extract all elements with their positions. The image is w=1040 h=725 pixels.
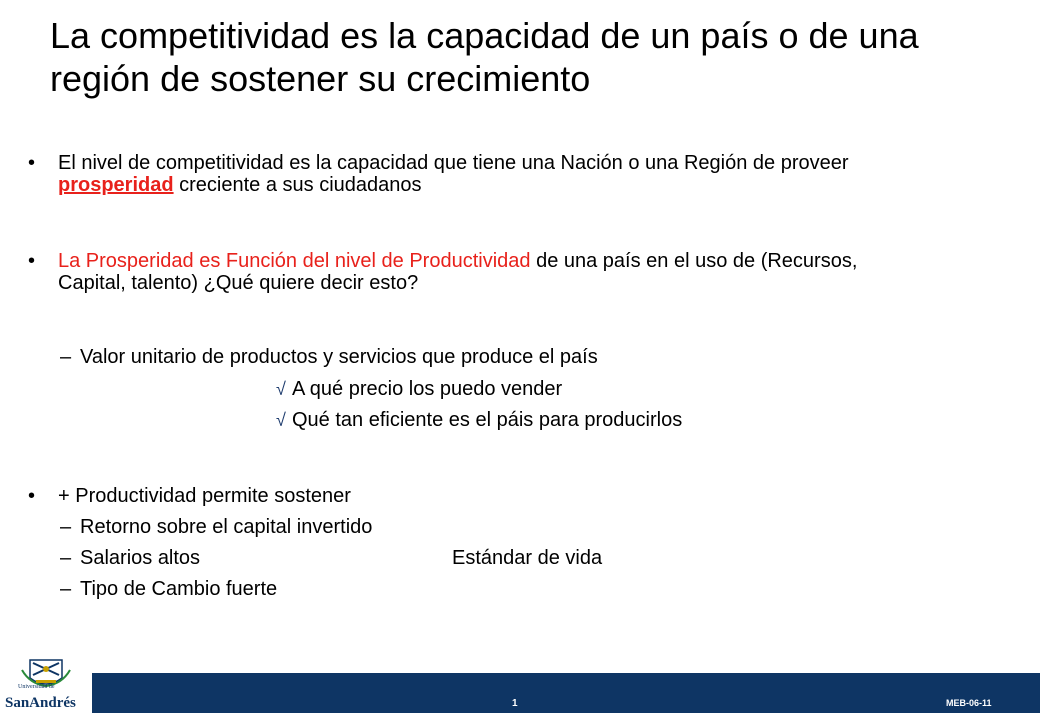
- dash-mark: –: [60, 578, 72, 600]
- logo-line2: SanAndrés: [5, 695, 76, 711]
- side-note-text: Estándar de vida: [452, 547, 603, 569]
- bullet-text: [58, 152, 928, 196]
- sub-item-text: Qué tan eficiente es el páis para producirlos: [292, 409, 683, 431]
- dash-mark: –: [60, 547, 72, 569]
- bullet-competitividad: [28, 152, 928, 196]
- bullet-text-part: de una país en el uso de (Recursos, Capital, talento) ¿Qué quiere decir esto?: [58, 250, 858, 294]
- dash-mark: –: [60, 516, 72, 538]
- side-note: [452, 547, 602, 569]
- dash-item-text: Valor unitario de productos y servicios que produce el país: [80, 346, 598, 368]
- check-icon: √: [276, 410, 286, 430]
- dash-item-text: Salarios altos: [80, 547, 201, 569]
- footer-bar: [0, 673, 1040, 713]
- bullet-text-part: El nivel de competitividad es la capacidad que tiene una Nación o una Región de proveer: [58, 152, 849, 174]
- dash-item: [60, 516, 372, 538]
- dash-item-text: Retorno sobre el capital invertido: [80, 516, 373, 538]
- highlight-prosperidad: prosperidad: [58, 174, 174, 196]
- dash-item: [60, 578, 277, 600]
- university-logo: [0, 650, 92, 720]
- footer-strip: [0, 713, 1040, 720]
- dash-item-valor-unitario: [60, 346, 598, 368]
- bullet-dot: •: [28, 152, 36, 174]
- dash-item: [60, 547, 200, 569]
- bullet-dot: •: [28, 250, 36, 272]
- sub-item-text: A qué precio los puedo vender: [292, 378, 563, 400]
- bullet-text: [58, 250, 928, 294]
- sub-item: [276, 409, 682, 431]
- sub-item: [276, 378, 562, 400]
- highlight-prosperidad-funcion: La Prosperidad es Función del nivel de Productividad: [58, 250, 531, 272]
- bullet-dot: •: [28, 485, 36, 507]
- bullet-text-part: creciente a sus ciudadanos: [173, 174, 422, 196]
- dash-mark: –: [60, 346, 72, 368]
- bullet-text: + Productividad permite sostener: [58, 485, 351, 507]
- slide-code: MEB-06-11: [946, 698, 992, 708]
- bullet-prosperidad: [28, 250, 928, 294]
- logo-line1: Universidad de: [18, 684, 55, 690]
- dash-item-text: Tipo de Cambio fuerte: [80, 578, 278, 600]
- page-number: 1: [512, 698, 518, 709]
- bullet-productividad: [28, 485, 928, 507]
- check-icon: √: [276, 379, 286, 399]
- slide-title: La competitividad es la capacidad de un país o de una región de sostener su crecimiento: [50, 15, 919, 99]
